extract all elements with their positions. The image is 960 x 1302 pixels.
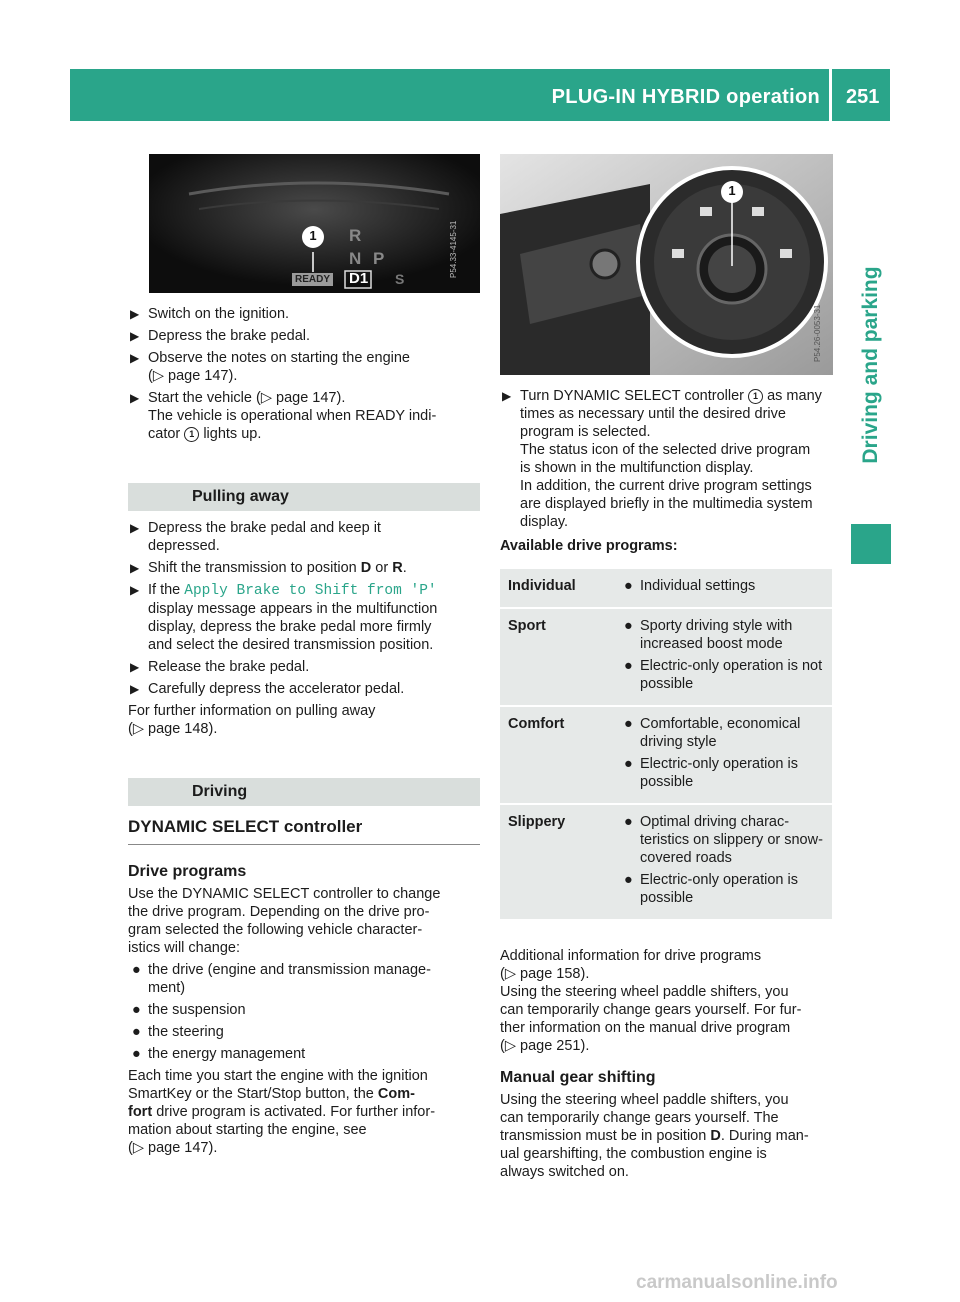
table-row <box>500 569 832 607</box>
page-link[interactable]: (▷ page 148). <box>128 721 218 737</box>
header-divider <box>829 69 832 121</box>
table-row <box>500 805 832 919</box>
side-tab-marker <box>851 524 891 564</box>
figure-reference: P54.26-0053-31 <box>813 304 822 362</box>
ready-indicator: READY <box>292 273 333 286</box>
table-row <box>500 707 832 803</box>
subsubsection-heading: Drive programs <box>128 863 247 880</box>
step: ▶ Observe the notes on starting the engine (▷ page 147). <box>130 350 410 384</box>
instrument-cluster-figure <box>149 154 480 293</box>
callout-1-icon: 1 <box>184 427 199 442</box>
side-tab <box>851 240 891 504</box>
page-link[interactable]: (▷ page 147). <box>128 1140 218 1156</box>
paragraph: Using the steering wheel paddle shifters, you can temporarily change gears yourself. The transmission must be in position D. During man- ual gearshifting, the combustion engine is always switched on. <box>500 1092 809 1180</box>
subsubsection-heading: Manual gear shifting <box>500 1069 656 1086</box>
gear-r: R <box>349 226 362 245</box>
callout-1: 1 <box>728 183 736 198</box>
side-tab-label: Driving and parking <box>859 266 882 464</box>
program-details: ● Comfortable, economical driving style ● Electric-only operation is possible <box>612 707 832 803</box>
left-column <box>128 305 480 1161</box>
step: ▶ Release the brake pedal. <box>130 659 310 675</box>
step: ▶ Switch on the ignition. <box>130 306 290 322</box>
program-name: Individual <box>500 569 612 607</box>
right-column <box>500 387 834 1185</box>
step: ▶ Depress the brake pedal and keep it depressed. <box>130 520 381 554</box>
table-row <box>500 609 832 705</box>
program-details: ● Optimal driving charac- teristics on slippery or snow-covered roads ● Electric-only operation is possible <box>612 805 832 919</box>
gear-d1: D1 <box>349 270 369 287</box>
step: ▶ Shift the transmission to position D or R. <box>130 560 407 576</box>
subsection-heading: DYNAMIC SELECT controller <box>128 818 480 845</box>
section-heading: Driving <box>128 778 480 806</box>
step: ▶ Start the vehicle (▷ page 147). The vehicle is operational when READY indi- cator 1 lights up. <box>130 390 437 442</box>
program-name: Sport <box>500 609 612 705</box>
display-message: Apply Brake to Shift from 'P' <box>184 583 437 599</box>
page-link[interactable]: (▷ page 158). <box>500 966 590 982</box>
callout-1: 1 <box>309 228 317 243</box>
program-details: ● Sporty driving style with increased boost mode ● Electric-only operation is not possible <box>612 609 832 705</box>
page-link[interactable]: (▷ page 147). <box>148 368 238 384</box>
list-item: ● the suspension <box>132 1002 246 1018</box>
paragraph: Additional information for drive programs (▷ page 158). Using the steering wheel paddle shifters, you can temporarily change gears yourself. For fur- ther information on the manual drive program (▷ page 251). <box>500 948 802 1054</box>
step: ▶ Carefully depress the accelerator pedal. <box>130 681 405 697</box>
step: ▶ Depress the brake pedal. <box>130 328 311 344</box>
step: ▶ Turn DYNAMIC SELECT controller 1 as many times as necessary until the desired drive program is selected. The status icon of the selected drive program is shown in the multifunction display. In addition, the current drive program settings are displayed briefly in the multimedia system display. <box>502 388 822 530</box>
controller-figure <box>500 154 833 375</box>
program-name: Slippery <box>500 805 612 919</box>
section-heading: Pulling away <box>128 483 480 511</box>
paragraph: Use the DYNAMIC SELECT controller to change the drive program. Depending on the drive pro- gram selected the following vehicle character- istics will change: <box>128 886 441 956</box>
program-name: Comfort <box>500 707 612 803</box>
list-item: ● the drive (engine and transmission manage- ment) <box>132 962 431 996</box>
paragraph: Each time you start the engine with the ignition SmartKey or the Start/Stop button, the Com- fort drive program is activated. For further infor- mation about starting the engine, see (▷ page 147). <box>128 1068 436 1156</box>
gear-p: P <box>373 249 385 268</box>
page-number: 251 <box>846 86 880 108</box>
list-item: ● the steering <box>132 1024 224 1040</box>
callout-1-icon: 1 <box>748 389 763 404</box>
step: ▶ If the Apply Brake to Shift from 'P' display message appears in the multifunction display, depress the brake pedal more firmly and select the desired transmission position. <box>130 582 438 653</box>
figure-reference: P54.33-4145-31 <box>449 220 458 278</box>
gear-n: N <box>349 249 362 268</box>
drive-programs-table <box>500 567 832 921</box>
list-item: ● the energy management <box>132 1046 306 1062</box>
section-title: PLUG-IN HYBRID operation <box>551 86 820 108</box>
watermark: carmanualsonline.info <box>636 1272 838 1293</box>
program-details: ● Individual settings <box>612 569 832 607</box>
gear-s: S <box>395 271 405 287</box>
page-link[interactable]: (▷ page 251). <box>500 1038 590 1054</box>
table-caption: Available drive programs: <box>500 538 678 554</box>
paragraph: For further information on pulling away (▷ page 148). <box>128 703 376 737</box>
